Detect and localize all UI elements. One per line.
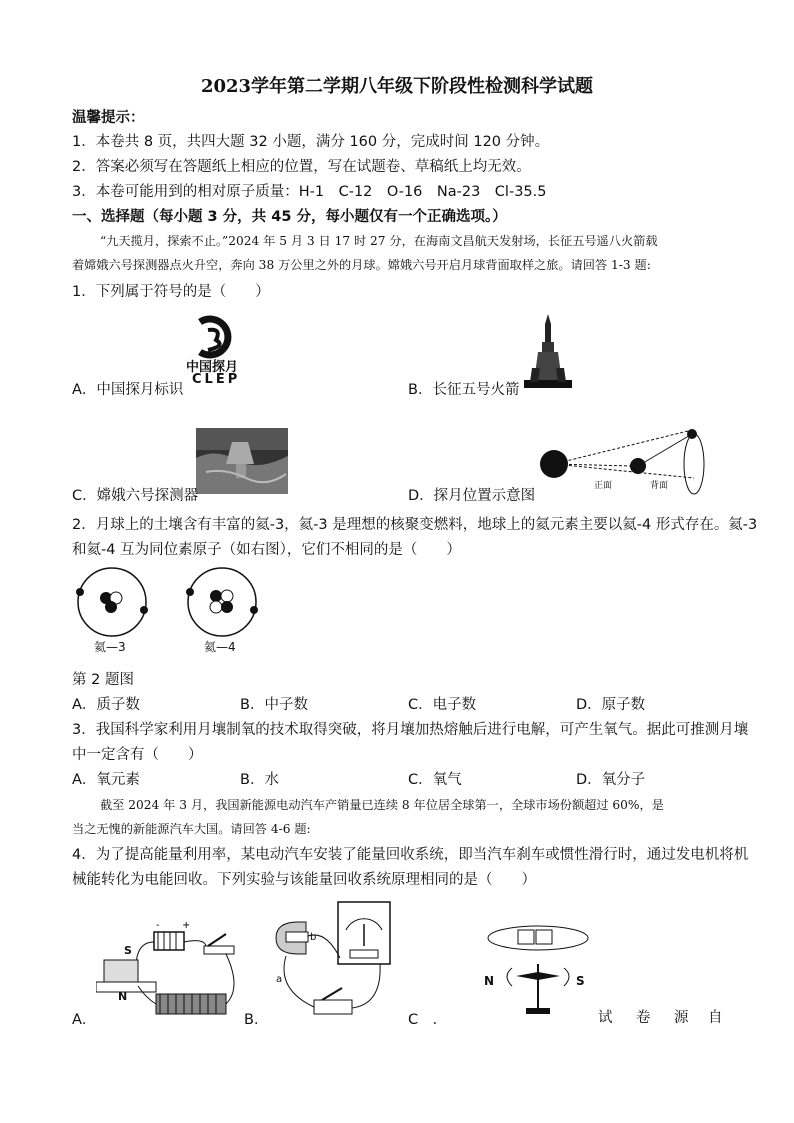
diagram-label-front: 正面 <box>594 481 613 491</box>
section-heading: 一、选择题（每小题 3 分，共 45 分，每小题仅有一个正确选项。） <box>72 209 507 225</box>
motor-circuit-diagram <box>96 918 246 1026</box>
q2-option-d: D．原子数 <box>576 697 646 713</box>
logo-text-en: CLEP <box>192 372 241 387</box>
q3-option-b: B．水 <box>240 772 279 788</box>
clep-logo <box>186 312 256 390</box>
compass-label-n: N <box>484 974 495 988</box>
question-4-stem: 4．为了提高能量利用率，某电动汽车安装了能量回收系统，即当汽车刹车或惯性滑行时，通过发电机将机 <box>72 847 749 863</box>
q2-option-b: B．中子数 <box>240 697 308 713</box>
q2-option-c: C．电子数 <box>408 697 477 713</box>
q1-option-a: A．中国探月标识 <box>72 382 184 398</box>
compass-wire-diagram <box>482 924 592 1016</box>
q4-option-a: A． <box>72 1012 97 1028</box>
q3-option-a: A．氧元素 <box>72 772 140 788</box>
passage-line: “九天揽月，探索不止。”2024 年 5 月 3 日 17 时 27 分，在海南文昌航天发射场，长征五号遥八火箭载 <box>100 234 658 248</box>
question-1-stem: 1．下列属于符号的是（ ） <box>72 284 270 300</box>
rocket-image <box>518 312 578 392</box>
tip-item: 1．本卷共 8 页，共四大题 32 小题，满分 160 分，完成时间 120 分钟。 <box>72 134 550 150</box>
magnet-label-s: S <box>124 944 132 957</box>
question-2-stem: 2．月球上的土壤含有丰富的氦-3，氦-3 是理想的核聚变燃料，地球上的氦元素主要以氦-4 形式存在。氦-3 <box>72 517 758 533</box>
passage-line: 着嫦娥六号探测器点火升空，奔向 38 万公里之外的月球。嫦娥六号开启月球背面取样之旅。请回答 1-3 题: <box>72 258 651 272</box>
q2-option-a: A．质子数 <box>72 697 140 713</box>
svg-text:+: + <box>182 920 191 931</box>
q3-option-c: C．氧气 <box>408 772 462 788</box>
magnet-label-n: N <box>118 990 128 1003</box>
question-3-stem: 中一定含有（ ） <box>72 747 203 763</box>
tip-item: 2．答案必须写在答题纸上相应的位置，写在试题卷、草稿纸上均无效。 <box>72 159 531 175</box>
trailing-char: 卷 <box>636 1010 651 1026</box>
wire-label-a: a <box>276 974 283 985</box>
wire-label-b: b <box>310 932 317 943</box>
atom-label-he4: 氦—4 <box>204 640 236 654</box>
logo-text-cn: 中国探月 <box>186 360 239 375</box>
trailing-char: 自 <box>708 1010 723 1026</box>
q3-option-d: D．氧分子 <box>576 772 646 788</box>
question-2-stem: 和氦-4 互为同位素原子（如右图），它们不相同的是（ ） <box>72 542 461 558</box>
trailing-char: 试 <box>598 1010 613 1026</box>
svg-text:-: - <box>156 920 160 931</box>
q1-option-c: C．嫦娥六号探测器 <box>72 488 199 504</box>
q4-option-c: C ． <box>408 1012 448 1028</box>
isotope-figure <box>72 566 272 656</box>
atom-label-he3: 氦—3 <box>94 640 126 654</box>
diagram-label-back: 背面 <box>650 481 669 491</box>
q4-option-b: B． <box>244 1012 269 1028</box>
question-3-stem: 3．我国科学家利用月壤制氧的技术取得突破，将月壤加热熔触后进行电解，可产生氧气。据此可推测月壤 <box>72 722 749 738</box>
question-4-stem: 械能转化为电能回收。下列实验与该能量回收系统原理相同的是（ ） <box>72 872 536 888</box>
compass-label-s: S <box>576 974 585 988</box>
page-title: 2023学年第二学期八年级下阶段性检测科学试题 <box>200 76 594 97</box>
trailing-char: 源 <box>674 1010 689 1026</box>
tip-item: 3．本卷可能用到的相对原子质量：H-1 C-12 O-16 Na-23 Cl-35.5 <box>72 184 547 200</box>
probe-photo <box>196 428 288 494</box>
galvanometer-circuit-diagram <box>270 900 394 1022</box>
figure-caption: 第 2 题图 <box>72 672 134 688</box>
lunar-position-diagram <box>534 416 714 498</box>
tips-heading: 温馨提示： <box>72 110 145 126</box>
q1-option-d: D．探月位置示意图 <box>408 488 536 504</box>
passage-line: 截至 2024 年 3 月，我国新能源电动汽车产销量已连续 8 年位居全球第一，全球市场份额超过 60%，是 <box>100 798 664 812</box>
q1-option-b: B．长征五号火箭 <box>408 382 520 398</box>
passage-line: 当之无愧的新能源汽车大国。请回答 4-6 题: <box>72 822 311 836</box>
